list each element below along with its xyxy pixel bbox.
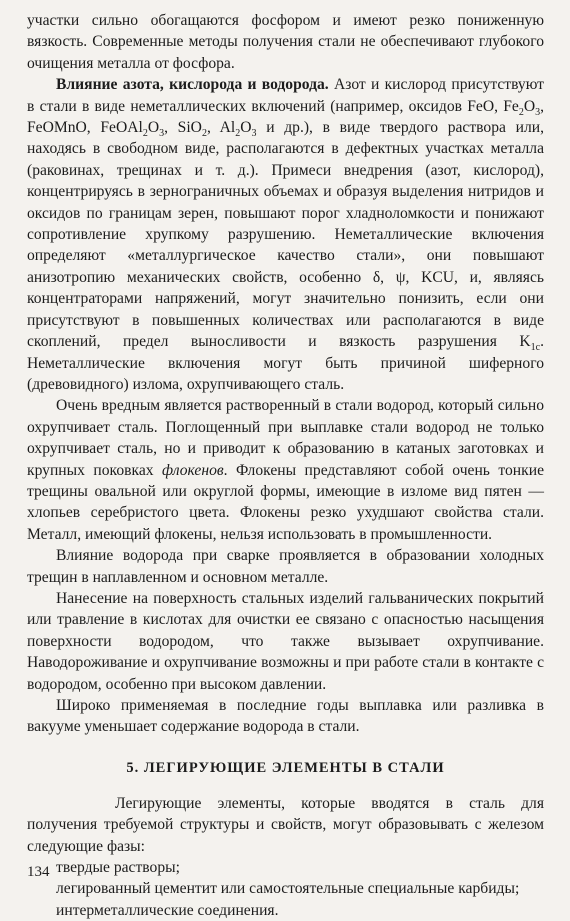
paragraph-hydrogen — [27, 395, 544, 545]
phase-item: твердые растворы; — [56, 859, 180, 877]
section-heading: 5. ЛЕГИРУЮЩИЕ ЭЛЕМЕНТЫ В СТАЛИ — [126, 759, 445, 776]
paragraph-alloy-intro: Легирующие элементы, которые вводятся в сталь для получения требуемой структуры и свойств, могут образовывать с железом следующие фазы: — [27, 794, 544, 855]
phase-item: интерметаллические соединения. — [56, 901, 279, 919]
flokeny-term: флокенов — [162, 461, 224, 479]
paragraph-vacuum: Широко применяемая в последние годы выплавка или разливка в вакууме уменьшает содержание водорода в стали. — [27, 697, 544, 736]
nitrogen-text-1: Азот и кислород присутствуют в стали в виде неметаллических включений (например, оксидов — [27, 76, 544, 115]
hydrogen-text-1: Очень вредным является растворенный в стали водород, который сильно охрупчивает сталь. Поглощенный при выплавке стали водород не только охрупчивает сталь, но и приводит к образованию в катаных заготовках и крупных поковках — [27, 397, 544, 479]
paragraph-coating: Нанесение на поверхность стальных изделий гальванических покрытий или травление в кислотах для очистки ее связано с опасностью насыщения поверхности водородом, что также вызывает охрупчивание. Наводороживание и охрупчивание возможны и при работе стали в контакте с водородом, особенно при высоком давлении. — [27, 589, 544, 693]
nitrogen-text-3: . Неметаллические включения могут быть причиной шиферного (древовидного) излома, охрупчивающего сталь. — [27, 333, 544, 393]
page-number: 134 — [27, 864, 50, 880]
paragraph-phosphorus-end: участки сильно обогащаются фосфором и имеют резко пониженную вязкость. Современные методы получения стали не обеспечивают глубокого очищения металла от фосфора. — [27, 12, 544, 72]
paragraph-welding: Влияние водорода при сварке проявляется в образовании холодных трещин в наплавленном и основном металле. — [27, 547, 544, 586]
paragraph-nitrogen-oxygen — [27, 74, 544, 395]
hydrogen-text-2: . Флокены представляют собой очень тонкие трещины овальной или округлой формы, имеющие в изломе вид пятен — хлопьев серебристого цвета. Флокены резко ухудшают свойства стали. Металл, имеющий флокены, нельзя использовать в промышленности. — [27, 461, 544, 543]
paragraph-heading: Влияние азота, кислорода и водорода. — [56, 76, 329, 94]
phase-item: легированный цементит или самостоятельные специальные карбиды; — [56, 880, 520, 898]
nitrogen-text-2: FeO, $Fe_2O_3$, FeOMnO, $FeOAl_2O_3$, SiO$_2$, $Al_2O_3$ и др.), в виде твердого раствора или, находясь в свободном виде, располагаются в дефектных участках металла (раковинах, трещинах и т. д.). Примеси внедрения (азот, кислород), концентрируясь в зернограничных объемах и образуя выделения нитридов и оксидов по границам зерен, повышают порог хладноломкости и понижают сопротивление хрупкому разрушению. Неметаллические включения определяют «металлургическое качество стали», они повышают анизотропию механических свойств, особенно δ, ψ, KCU, и, являясь концентраторами напряжений, могут значительно понизить, если они присутствуют в повышенных количествах или располагаются в виде скоплений, предел выносливости и вязкость разрушения $K_{1c}$ — [27, 97, 544, 354]
